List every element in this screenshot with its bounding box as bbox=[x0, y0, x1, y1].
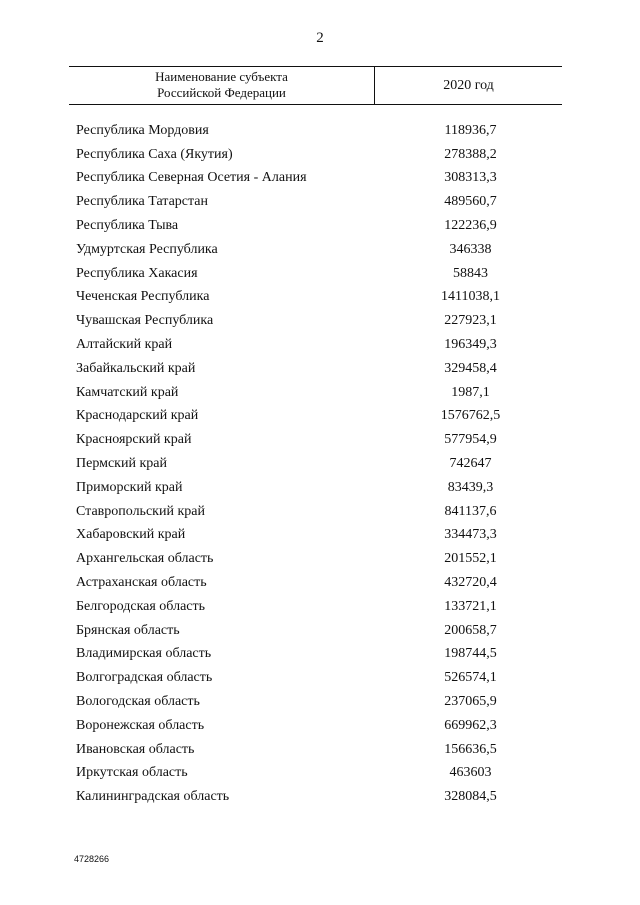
region-value: 577954,9 bbox=[444, 432, 497, 448]
region-value: 201552,1 bbox=[444, 551, 497, 567]
table-row bbox=[76, 119, 562, 143]
region-value: 83439,3 bbox=[447, 479, 494, 495]
region-name: Архангельская область bbox=[76, 551, 214, 567]
table-row bbox=[76, 619, 562, 643]
region-name: Волгоградская область bbox=[76, 670, 213, 686]
region-name: Камчатский край bbox=[76, 384, 179, 400]
region-name: Приморский край bbox=[76, 479, 183, 495]
region-value: 1576762,5 bbox=[440, 408, 501, 424]
region-name: Республика Мордовия bbox=[76, 122, 209, 138]
region-name: Пермский край bbox=[76, 456, 167, 472]
table-row bbox=[76, 286, 562, 310]
table-row bbox=[76, 762, 562, 786]
region-name: Ивановская область bbox=[76, 741, 195, 757]
region-name: Республика Саха (Якутия) bbox=[76, 146, 233, 162]
region-name: Белгородская область bbox=[76, 598, 206, 614]
region-value: 841137,6 bbox=[444, 503, 497, 519]
region-value: 227923,1 bbox=[444, 313, 497, 329]
region-value: 742647 bbox=[449, 456, 492, 472]
table-row bbox=[76, 571, 562, 595]
table-row bbox=[76, 690, 562, 714]
region-name: Удмуртская Республика bbox=[76, 241, 218, 257]
region-name: Республика Тыва bbox=[76, 218, 179, 234]
region-value: 156636,5 bbox=[444, 741, 497, 757]
region-value: 122236,9 bbox=[444, 218, 497, 234]
table-row bbox=[76, 785, 562, 809]
region-value: 1987,1 bbox=[451, 384, 490, 400]
region-value: 346338 bbox=[449, 241, 492, 257]
region-value: 196349,3 bbox=[444, 337, 497, 353]
table-row bbox=[76, 333, 562, 357]
region-value: 278388,2 bbox=[444, 146, 497, 162]
region-value: 133721,1 bbox=[444, 598, 497, 614]
table-row bbox=[76, 714, 562, 738]
table-row bbox=[76, 452, 562, 476]
region-value: 432720,4 bbox=[444, 575, 497, 591]
table-row bbox=[76, 238, 562, 262]
table-row bbox=[76, 428, 562, 452]
region-name: Республика Северная Осетия - Алания bbox=[76, 170, 307, 186]
table-row bbox=[76, 309, 562, 333]
region-name: Воронежская область bbox=[76, 717, 205, 733]
table-row bbox=[76, 738, 562, 762]
region-value: 58843 bbox=[453, 265, 488, 281]
column-header-region bbox=[69, 67, 375, 104]
table-row bbox=[76, 381, 562, 405]
region-value: 328084,5 bbox=[444, 789, 497, 805]
table-row bbox=[76, 476, 562, 500]
region-name: Калининградская область bbox=[76, 789, 230, 805]
region-name: Республика Хакасия bbox=[76, 265, 198, 281]
table-row bbox=[76, 167, 562, 191]
table-header bbox=[69, 66, 562, 105]
region-name: Хабаровский край bbox=[76, 527, 186, 543]
table-row bbox=[76, 405, 562, 429]
table-row bbox=[76, 190, 562, 214]
table-row bbox=[76, 262, 562, 286]
column-header-region-line1: Наименование субъекта bbox=[155, 69, 288, 84]
region-name: Брянская область bbox=[76, 622, 180, 638]
table-row bbox=[76, 524, 562, 548]
region-name: Забайкальский край bbox=[76, 360, 196, 376]
table-row bbox=[76, 214, 562, 238]
table-row bbox=[76, 643, 562, 667]
region-name: Краснодарский край bbox=[76, 408, 199, 424]
region-name: Владимирская область bbox=[76, 646, 212, 662]
table-row bbox=[76, 595, 562, 619]
table-row bbox=[76, 547, 562, 571]
table-row bbox=[76, 500, 562, 524]
column-header-year: 2020 год bbox=[443, 78, 494, 93]
table-body bbox=[76, 119, 562, 809]
region-value: 463603 bbox=[449, 765, 492, 781]
region-value: 526574,1 bbox=[444, 670, 497, 686]
region-value: 308313,3 bbox=[444, 170, 497, 186]
region-name: Алтайский край bbox=[76, 337, 173, 353]
region-value: 334473,3 bbox=[444, 527, 497, 543]
region-value: 198744,5 bbox=[444, 646, 497, 662]
region-name: Чувашская Республика bbox=[76, 313, 214, 329]
region-name: Астраханская область bbox=[76, 575, 207, 591]
table-row bbox=[76, 666, 562, 690]
column-header-region-line2: Российской Федерации bbox=[157, 85, 286, 100]
region-value: 200658,7 bbox=[444, 622, 497, 638]
region-value: 118936,7 bbox=[444, 122, 497, 138]
table-row bbox=[76, 357, 562, 381]
region-name: Вологодская область bbox=[76, 694, 200, 710]
region-value: 329458,4 bbox=[444, 360, 497, 376]
region-value: 489560,7 bbox=[444, 194, 497, 210]
region-value: 237065,9 bbox=[444, 694, 497, 710]
region-name: Красноярский край bbox=[76, 432, 192, 448]
page-number: 2 bbox=[316, 30, 324, 46]
table-row bbox=[76, 143, 562, 167]
region-value: 1411038,1 bbox=[441, 289, 500, 305]
region-name: Ставропольский край bbox=[76, 503, 205, 519]
region-value: 669962,3 bbox=[444, 717, 497, 733]
region-name: Чеченская Республика bbox=[76, 289, 210, 305]
document-code: 4728266 bbox=[74, 854, 110, 864]
region-name: Иркутская область bbox=[76, 765, 188, 781]
region-name: Республика Татарстан bbox=[76, 194, 209, 210]
